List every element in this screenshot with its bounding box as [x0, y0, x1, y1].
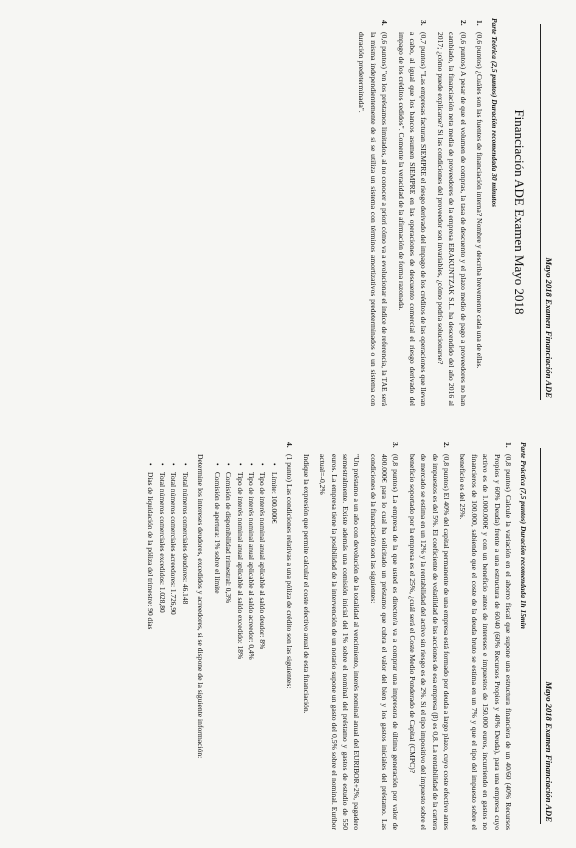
- credit-policy-conditions-list: [211, 472, 280, 830]
- question-text: (0,8 puntos) Calcule la variación en el ahorro fiscal que supone una estructura financiera de un 40/60 (40% Recursos Propios y 60% Deuda) frente a una estructura de 60/40 (60% Recursos Propios y 40% Deuda), para una empresa cuyo activo es de 1.000.000€ y con un beneficio antes de intereses e impuestos de 150.000 euros, incurriendo en gastos no financieros de 100.000, sabiendo que el coste de la deuda bruto se estima en un 7% y que el tipo del impuesto sobre el beneficio es del 25%.: [458, 454, 513, 830]
- theory-question: [356, 20, 390, 406]
- question-text: (0,6 puntos) A pesar de que el volumen de compras, la tasa de descuento y el plazo medio de pago a proveedores no han cambiado, la financiación neta media de proveedores de la empresa ERAKUNTZAK S.L. ha descendido del año 2016 al 2017; ¿cómo puede explicarse? Si las condiciones del proveedor son invariables, ¿cómo podría solucionarse?: [435, 32, 468, 406]
- theory-question: [434, 20, 468, 406]
- page-header: Mayo 2018 Examen Financiación ADE: [544, 681, 554, 822]
- question-number: 4.: [380, 20, 390, 26]
- question-text: (1 punto) Las condiciones relativas a una póliza de crédito son las siguientes:: [285, 454, 295, 689]
- page-header: Mayo 2018 Examen Financiación ADE: [544, 257, 554, 398]
- loan-conditions-quote: "Un préstamo a un año con devolución de la totalidad al vencimiento, interés nominal anual del EURIBOR+2%, pagadero semestralmente. Existe además una comisión inicial del 1% sobre el nominal del préstamo y gastos de estudio de 550 euros. La empresa tiene la posibilidad de la intervención de un notario supone un gasto del 0,5% sobre el nominal. Euribor actual=-0,2%: [318, 454, 362, 830]
- list-item: • Total números comerciales excedidos: 1.028,80: [156, 472, 167, 830]
- commercial-numbers-list: [145, 472, 191, 830]
- list-item: • Total números comerciales deudores: 46.148: [179, 472, 190, 830]
- exam-title: Financiación ADE Examen Mayo 2018: [512, 109, 527, 315]
- question-number: 3.: [419, 20, 429, 26]
- question-number: 4.: [285, 442, 295, 448]
- question-text: (0,6 puntos) ¿Cuáles son las fuentes de financiación interna? Nombre y describa brevemente cada una de ellas.: [475, 32, 484, 369]
- question-text: (0,7 puntos) "Las empresas facturan SIEMPRE el riesgo derivado del impago de los créditos de las operaciones que llevan a cabo, al igual que los bancos asumen SIEMPRE en las operaciones de descuento comercial el riesgo derivado del impago de los créditos cedidos". Comente la veracidad de la afirmación de forma razonada.: [396, 32, 429, 406]
- practice-question: [406, 442, 452, 830]
- practice-question: [457, 442, 514, 830]
- question-number: 2.: [458, 20, 468, 26]
- question-number: 2.: [442, 442, 452, 448]
- question-number: 1.: [475, 20, 484, 26]
- practice-question: [284, 442, 295, 830]
- header-rule: [540, 24, 541, 400]
- list-item: • Comisión de apertura: 1% sobre el límite: [211, 472, 222, 830]
- question-text: (0,6 puntos) "en los préstamos limitados, al no conocer a priori cómo va a evolucionar el índice de referencia, la TAE será la misma independientemente de si se utiliza un sistema con términos amortizativos predeterminados o un sistema con duración predeterminada".: [357, 32, 390, 406]
- practice-question: [367, 442, 401, 830]
- list-item: • Comisión de disponibilidad trimestral: 0,3%: [223, 472, 234, 830]
- theory-question-list: [356, 18, 485, 406]
- question-number: 3.: [391, 442, 401, 448]
- theory-section-heading: Parte Teórica (2,5 puntos) Duración recomendada 30 minutos: [490, 18, 499, 208]
- question-number: 1.: [504, 442, 513, 448]
- list-item: • Tipo de interés nominal anual aplicable al saldo excedido: 18%: [234, 472, 245, 830]
- theory-question: [395, 20, 429, 406]
- question-prompt: Indique la expresión que permite calcular el coste efectivo anual de esta financiación.: [301, 454, 311, 714]
- practice-section-heading: Parte Práctica (7,5 puntos) Duración recomendada 1h 15min: [519, 442, 528, 629]
- list-item: • Tipo de interés nominal anual aplicable al saldo deudor: 8%: [257, 472, 268, 830]
- list-item: • Límite: 100.000€: [269, 472, 280, 830]
- practice-page: [0, 424, 576, 848]
- list-item: • Total números comerciales acreedores: 1.726,90: [168, 472, 179, 830]
- list-item: • Días de liquidación de la póliza del trimestre: 90 días: [145, 472, 156, 830]
- question-prompt: Determine los intereses deudores, excedidos y acreedores, si se dispone de la siguiente información:: [196, 454, 206, 759]
- list-item: • Tipo de interés nominal anual aplicable al saldo acreedor: 0,4%: [246, 472, 257, 830]
- theory-question: [474, 20, 485, 406]
- question-text: (0,8 puntos) La empresa de la que usted es director/a va a comprar una impresora de última generación por valor de 400.000€ para lo cual ha solicitado un préstamo que cubra el valor del bien y los gastos iniciales del préstamo. Las condiciones de la financiación son las siguientes:: [368, 454, 401, 830]
- question-text: (0,8 puntos) El 40% del capital permanente de una empresa está formado por deuda a largo plazo, cuyo coste efectivo antes de impuestos es del 5%. El coeficiente de volatilidad de las acciones de esa empresa (β) es 0,8. La rentabilidad de la cartera de mercado se estima en un 12% y la rentabilidad del activo sin riesgo es de 2%. Si el tipo impositivo del impuesto sobre el beneficio soportado por la empresa es el 25%, ¿cuál será el Coste Medio Ponderado de Capital (CMPC)?: [407, 454, 452, 830]
- header-rule: [540, 448, 541, 824]
